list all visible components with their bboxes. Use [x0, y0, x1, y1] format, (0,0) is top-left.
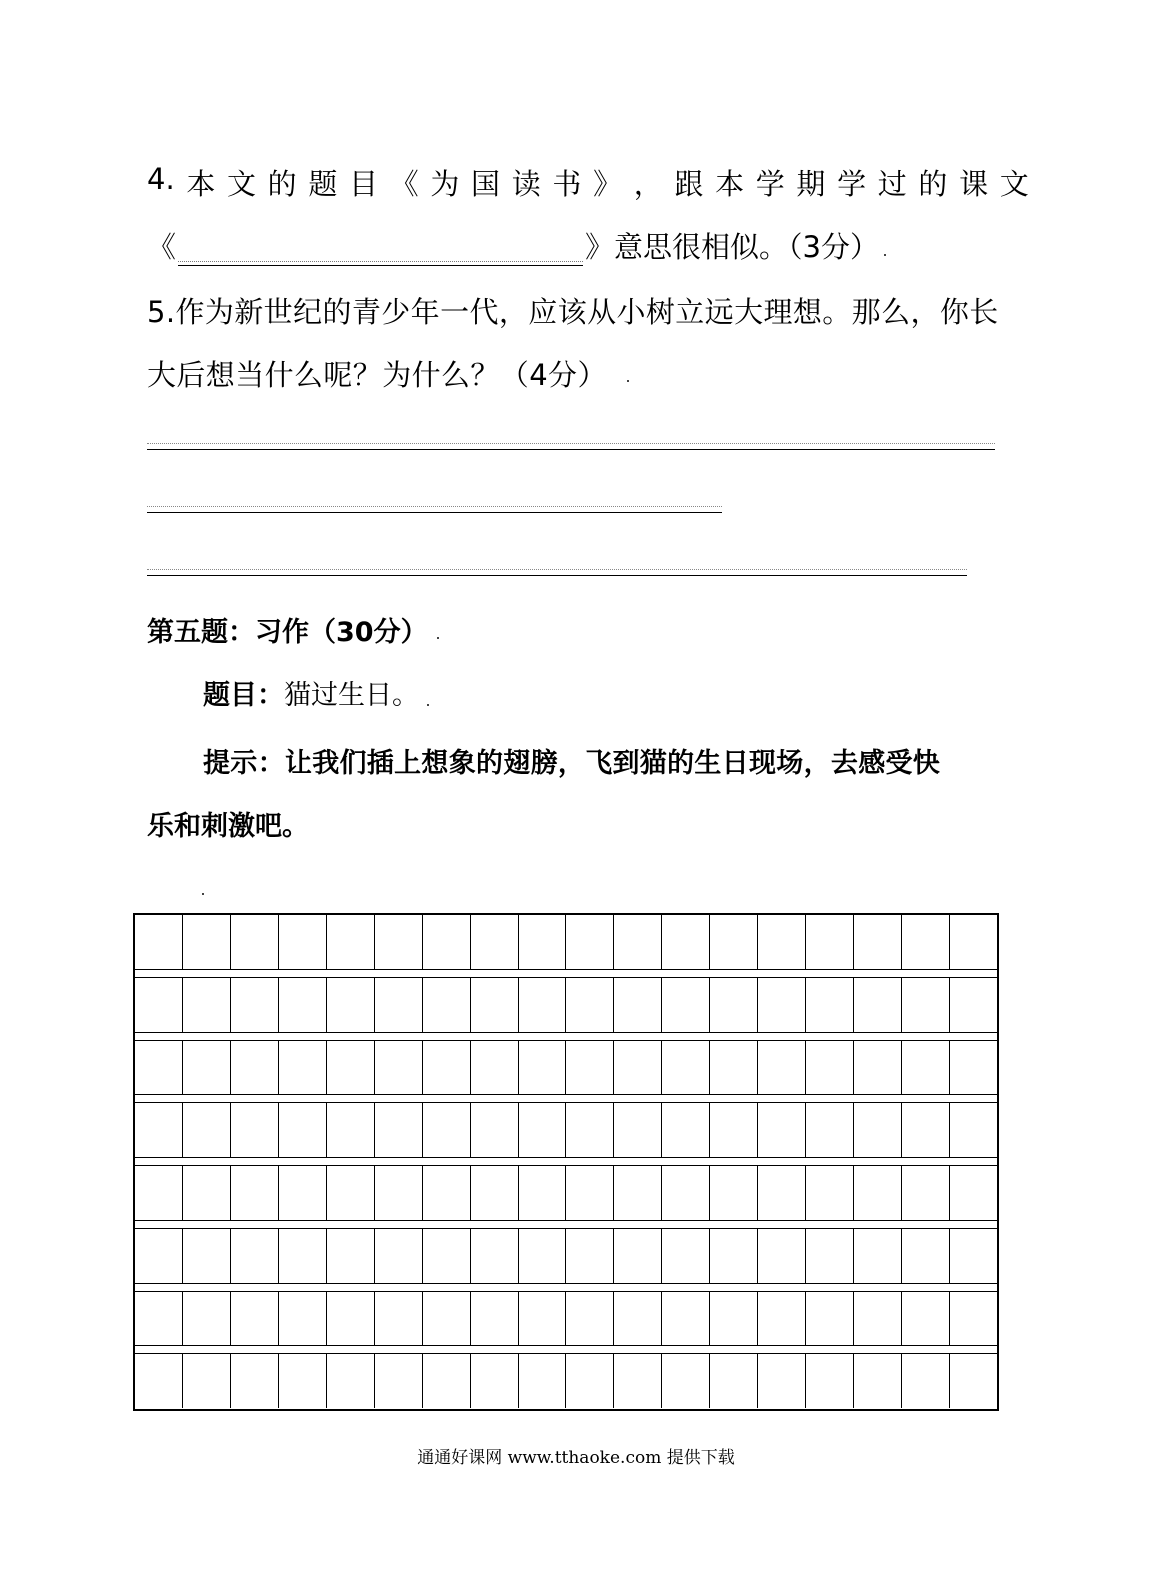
question-4-char: 书: [552, 167, 582, 201]
answer-line-1[interactable]: [147, 449, 995, 450]
question-5-line-1: 5.作为新世纪的青少年一代，应该从小树立远大理想。那么，你长: [147, 295, 999, 329]
grid-cell[interactable]: [950, 978, 997, 1032]
grid-cell[interactable]: [758, 1354, 806, 1408]
grid-cell[interactable]: [183, 978, 231, 1032]
grid-cell[interactable]: [231, 978, 279, 1032]
grid-cell[interactable]: [135, 1041, 183, 1095]
answer-line-2[interactable]: [147, 512, 722, 513]
question-4-char: 的: [267, 167, 297, 201]
grid-cell[interactable]: [662, 1229, 710, 1283]
grid-cell[interactable]: [183, 1292, 231, 1346]
question-4-char: 跟: [674, 167, 704, 201]
question-4-char: 学: [755, 167, 785, 201]
grid-cell[interactable]: [902, 1292, 950, 1346]
grid-cell[interactable]: [710, 1041, 758, 1095]
grid-cell[interactable]: [519, 1166, 567, 1220]
question-4-char: 》: [593, 167, 623, 201]
grid-cell[interactable]: [327, 1229, 375, 1283]
grid-cell[interactable]: [183, 1354, 231, 1408]
question-4-char: 为: [430, 167, 460, 201]
grid-cell[interactable]: [519, 1292, 567, 1346]
grid-cell[interactable]: [902, 1103, 950, 1157]
grid-cell[interactable]: [279, 978, 327, 1032]
grid-cell[interactable]: [519, 1041, 567, 1095]
grid-cell[interactable]: [806, 1166, 854, 1220]
grid-cell[interactable]: [758, 1041, 806, 1095]
section-5-heading: 第五题：习作（30分）: [147, 617, 428, 648]
grid-cell[interactable]: [471, 1041, 519, 1095]
grid-row-separator: [135, 1345, 997, 1354]
question-4-char: 的: [918, 167, 948, 201]
grid-cell[interactable]: [710, 915, 758, 969]
grid-row: [135, 1103, 997, 1157]
question-4-char: 期: [796, 167, 826, 201]
grid-row: [135, 1229, 997, 1283]
grid-cell[interactable]: [902, 915, 950, 969]
grid-cell[interactable]: [662, 1041, 710, 1095]
grid-cell[interactable]: [614, 1103, 662, 1157]
grid-cell[interactable]: [854, 1229, 902, 1283]
essay-title: [203, 673, 419, 712]
grid-cell[interactable]: [902, 1041, 950, 1095]
grid-cell[interactable]: [279, 915, 327, 969]
essay-title-label: 题目：: [203, 680, 284, 711]
grid-cell[interactable]: [902, 1166, 950, 1220]
grid-cell[interactable]: [375, 1166, 423, 1220]
grid-cell[interactable]: [710, 1354, 758, 1408]
grid-cell[interactable]: [950, 1354, 997, 1408]
grid-cell[interactable]: [423, 1354, 471, 1408]
grid-cell[interactable]: [758, 1166, 806, 1220]
grid-cell[interactable]: [566, 978, 614, 1032]
grid-cell[interactable]: [806, 915, 854, 969]
question-4-char: ，: [633, 167, 663, 201]
grid-cell[interactable]: [471, 1166, 519, 1220]
grid-cell[interactable]: [806, 1292, 854, 1346]
grid-cell[interactable]: [231, 1041, 279, 1095]
grid-cell[interactable]: [279, 1166, 327, 1220]
scan-dot: [202, 893, 204, 895]
grid-row-separator: [135, 1157, 997, 1166]
grid-cell[interactable]: [710, 1292, 758, 1346]
grid-cell[interactable]: [854, 978, 902, 1032]
grid-row: [135, 1041, 997, 1095]
grid-cell[interactable]: [566, 1103, 614, 1157]
grid-cell[interactable]: [614, 1354, 662, 1408]
scan-dot: [884, 254, 886, 256]
grid-row-separator: [135, 1094, 997, 1103]
grid-cell[interactable]: [231, 1354, 279, 1408]
question-4-char: 《: [389, 167, 419, 201]
grid-cell[interactable]: [231, 1103, 279, 1157]
grid-cell[interactable]: [471, 1292, 519, 1346]
scan-dot: [427, 704, 429, 706]
grid-cell[interactable]: [758, 1103, 806, 1157]
grid-cell[interactable]: [423, 915, 471, 969]
grid-cell[interactable]: [327, 1292, 375, 1346]
grid-cell[interactable]: [662, 1292, 710, 1346]
grid-cell[interactable]: [135, 915, 183, 969]
grid-cell[interactable]: [758, 915, 806, 969]
grid-row: [135, 915, 997, 969]
grid-cell[interactable]: [566, 1354, 614, 1408]
grid-cell[interactable]: [950, 1166, 997, 1220]
essay-title-text: 猫过生日。: [284, 680, 419, 711]
grid-cell[interactable]: [566, 915, 614, 969]
grid-cell[interactable]: [950, 1292, 997, 1346]
grid-cell[interactable]: [614, 915, 662, 969]
grid-cell[interactable]: [662, 978, 710, 1032]
grid-cell[interactable]: [423, 1041, 471, 1095]
grid-cell[interactable]: [758, 1229, 806, 1283]
footer-credit: 通通好课网 www.tthaoke.com 提供下载: [417, 1448, 735, 1468]
question-4-char: 文: [999, 167, 1029, 201]
grid-cell[interactable]: [519, 1229, 567, 1283]
grid-cell[interactable]: [614, 1229, 662, 1283]
grid-cell[interactable]: [423, 1103, 471, 1157]
grid-row: [135, 1354, 997, 1408]
grid-cell[interactable]: [566, 1166, 614, 1220]
grid-cell[interactable]: [758, 1292, 806, 1346]
grid-row-separator: [135, 1283, 997, 1292]
grid-cell[interactable]: [279, 1229, 327, 1283]
question-4-char: 过: [877, 167, 907, 201]
grid-cell[interactable]: [806, 1229, 854, 1283]
grid-cell[interactable]: [710, 1103, 758, 1157]
grid-cell[interactable]: [183, 1041, 231, 1095]
grid-cell[interactable]: [806, 1103, 854, 1157]
grid-row: [135, 978, 997, 1032]
grid-cell[interactable]: [710, 1229, 758, 1283]
grid-cell[interactable]: [471, 915, 519, 969]
grid-cell[interactable]: [519, 1354, 567, 1408]
question-4-line-2: [147, 225, 879, 266]
grid-cell[interactable]: [471, 978, 519, 1032]
grid-row-separator: [135, 1220, 997, 1229]
grid-cell[interactable]: [519, 915, 567, 969]
grid-cell[interactable]: [902, 1229, 950, 1283]
grid-cell[interactable]: [471, 1229, 519, 1283]
grid-cell[interactable]: [231, 915, 279, 969]
grid-cell[interactable]: [566, 1292, 614, 1346]
grid-cell[interactable]: [854, 1041, 902, 1095]
grid-row-separator: [135, 1032, 997, 1041]
question-4-line-1: [147, 162, 1029, 203]
grid-row: [135, 1166, 997, 1220]
grid-cell[interactable]: [854, 1166, 902, 1220]
grid-cell[interactable]: [231, 1229, 279, 1283]
grid-cell[interactable]: [183, 915, 231, 969]
grid-cell[interactable]: [375, 1229, 423, 1283]
grid-cell[interactable]: [854, 915, 902, 969]
grid-cell[interactable]: [614, 1041, 662, 1095]
grid-cell[interactable]: [279, 1041, 327, 1095]
essay-hint-line-2: 乐和刺激吧。: [147, 811, 309, 842]
grid-cell[interactable]: [854, 1292, 902, 1346]
question-4-char: 文: [227, 167, 257, 201]
grid-cell[interactable]: [183, 1229, 231, 1283]
question-4-char: 读: [511, 167, 541, 201]
grid-cell[interactable]: [662, 1354, 710, 1408]
grid-cell[interactable]: [806, 1354, 854, 1408]
question-4-suffix: 》意思很相似。（3分）: [585, 230, 879, 264]
grid-cell[interactable]: [375, 1354, 423, 1408]
grid-cell[interactable]: [327, 1354, 375, 1408]
grid-cell[interactable]: [614, 1166, 662, 1220]
grid-cell[interactable]: [950, 1229, 997, 1283]
grid-cell[interactable]: [854, 1103, 902, 1157]
grid-cell[interactable]: [327, 1041, 375, 1095]
grid-cell[interactable]: [566, 1229, 614, 1283]
grid-cell[interactable]: [423, 1166, 471, 1220]
grid-cell[interactable]: [519, 1103, 567, 1157]
grid-cell[interactable]: [902, 1354, 950, 1408]
grid-cell[interactable]: [662, 915, 710, 969]
grid-cell[interactable]: [566, 1041, 614, 1095]
grid-cell[interactable]: [519, 978, 567, 1032]
grid-cell[interactable]: [231, 1166, 279, 1220]
grid-cell[interactable]: [758, 978, 806, 1032]
grid-cell[interactable]: [662, 1103, 710, 1157]
grid-cell[interactable]: [614, 1292, 662, 1346]
grid-cell[interactable]: [902, 978, 950, 1032]
question-4-char: 题: [308, 167, 338, 201]
lesson-title-blank[interactable]: [178, 231, 583, 266]
grid-cell[interactable]: [327, 1166, 375, 1220]
grid-cell[interactable]: [375, 978, 423, 1032]
grid-cell[interactable]: [231, 1292, 279, 1346]
grid-cell[interactable]: [375, 1292, 423, 1346]
grid-cell[interactable]: [135, 1354, 183, 1408]
grid-cell[interactable]: [135, 1229, 183, 1283]
grid-cell[interactable]: [854, 1354, 902, 1408]
question-4-char: 学: [837, 167, 867, 201]
question-4-char: 目: [349, 167, 379, 201]
question-4-char: 课: [959, 167, 989, 201]
grid-cell[interactable]: [950, 1103, 997, 1157]
grid-cell[interactable]: [423, 1229, 471, 1283]
grid-cell[interactable]: [950, 1041, 997, 1095]
grid-cell[interactable]: [279, 1354, 327, 1408]
grid-cell[interactable]: [183, 1166, 231, 1220]
grid-cell[interactable]: [471, 1354, 519, 1408]
grid-cell[interactable]: [950, 915, 997, 969]
grid-row-separator: [135, 969, 997, 978]
grid-cell[interactable]: [614, 978, 662, 1032]
grid-cell[interactable]: [375, 915, 423, 969]
grid-cell[interactable]: [279, 1292, 327, 1346]
grid-cell[interactable]: [710, 978, 758, 1032]
essay-hint-line-1: 提示：让我们插上想象的翅膀，飞到猫的生日现场，去感受快: [203, 748, 941, 779]
grid-cell[interactable]: [135, 1166, 183, 1220]
scan-dot: [627, 380, 629, 382]
question-4-char: 本: [715, 167, 745, 201]
grid-cell[interactable]: [662, 1166, 710, 1220]
scan-dot: [437, 637, 439, 639]
grid-cell[interactable]: [710, 1166, 758, 1220]
answer-line-3[interactable]: [147, 575, 967, 576]
grid-cell[interactable]: [806, 978, 854, 1032]
grid-cell[interactable]: [327, 1103, 375, 1157]
grid-cell[interactable]: [423, 978, 471, 1032]
question-4-char: 国: [471, 167, 501, 201]
grid-cell[interactable]: [375, 1041, 423, 1095]
book-open-mark: 《: [147, 230, 177, 264]
grid-cell[interactable]: [135, 1103, 183, 1157]
grid-cell[interactable]: [279, 1103, 327, 1157]
question-5-line-2: 大后想当什么呢？为什么？（4分）: [147, 358, 607, 392]
grid-row: [135, 1292, 997, 1346]
grid-cell[interactable]: [423, 1292, 471, 1346]
grid-cell[interactable]: [327, 915, 375, 969]
grid-cell[interactable]: [471, 1103, 519, 1157]
grid-cell[interactable]: [327, 978, 375, 1032]
grid-cell[interactable]: [135, 1292, 183, 1346]
grid-cell[interactable]: [183, 1103, 231, 1157]
grid-cell[interactable]: [135, 978, 183, 1032]
essay-writing-grid[interactable]: [133, 913, 999, 1411]
grid-cell[interactable]: [806, 1041, 854, 1095]
question-4-char: 4.: [147, 162, 175, 196]
question-4-char: 本: [186, 167, 216, 201]
grid-cell[interactable]: [375, 1103, 423, 1157]
